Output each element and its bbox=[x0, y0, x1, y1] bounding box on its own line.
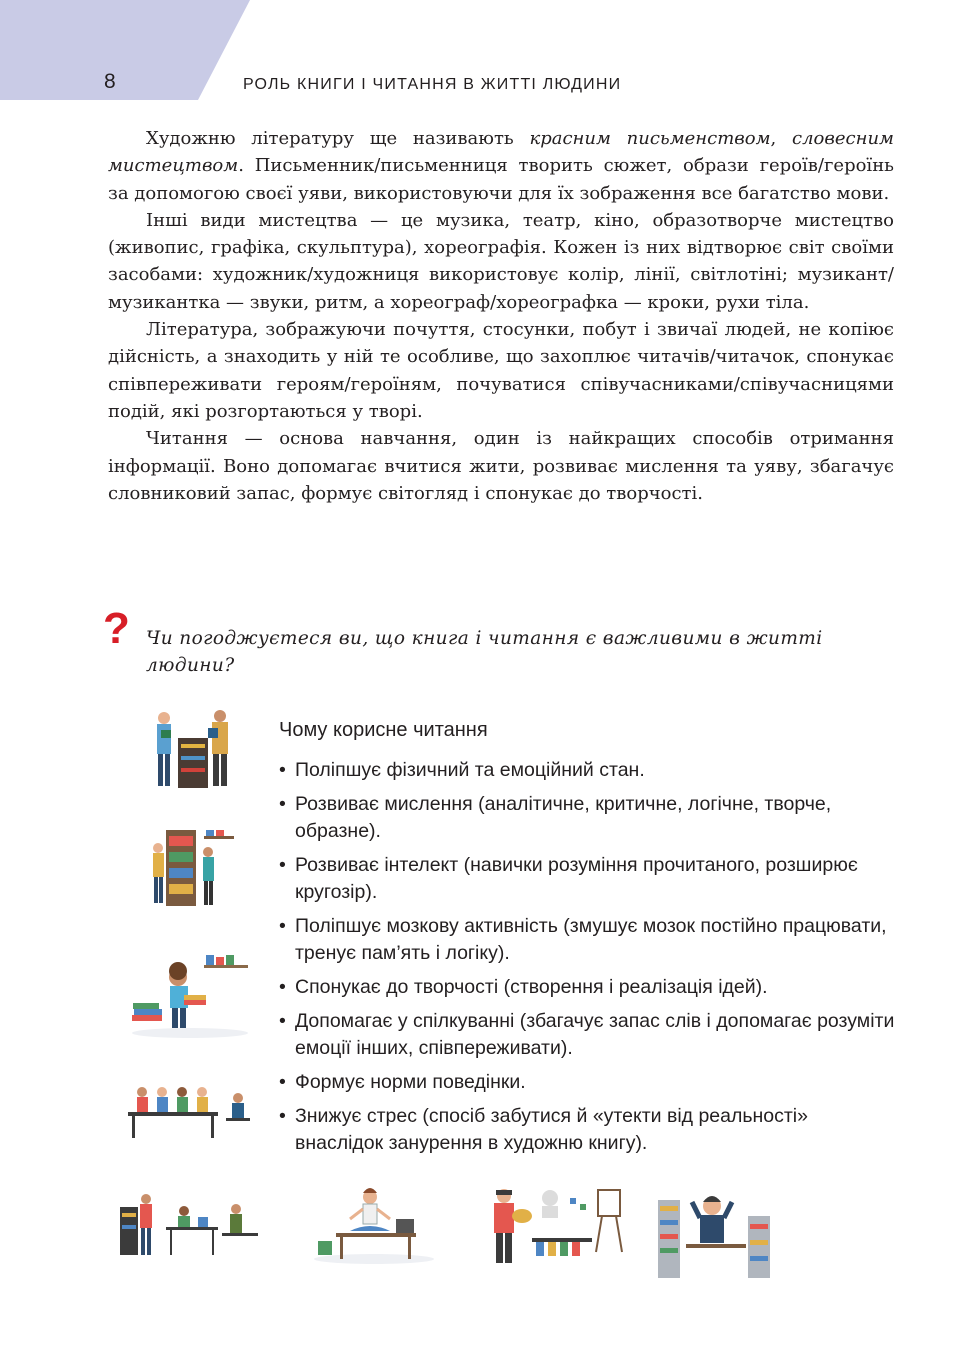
list-item bbox=[279, 852, 899, 906]
list-item bbox=[279, 1008, 899, 1062]
list-item bbox=[279, 974, 899, 1001]
question-mark-icon: ? bbox=[103, 604, 130, 653]
discussion-question: Чи погоджуєтеся ви, що книга і читання є важливими в житті людини? bbox=[146, 628, 823, 676]
bullet: • bbox=[279, 854, 286, 876]
study-group-icon bbox=[118, 1187, 260, 1259]
benefits-list bbox=[279, 757, 899, 1164]
two-readers-with-bookshelf-icon bbox=[148, 706, 240, 794]
bullet: • bbox=[279, 793, 286, 815]
panel-title: Чому корисне читання bbox=[279, 719, 488, 741]
list-item-text: Розвиває інтелект (навички розуміння прочитаного, розширює кругозір). bbox=[295, 854, 858, 903]
list-item-text: Поліпшує мозкову активність (змушує мозок постійно працювати, тренує пам’ять і логіку). bbox=[295, 915, 887, 964]
list-item-text: Допомагає у спілкуванні (збагачує запас слів і допомагає розуміти емоції інших, співпереживати). bbox=[295, 1010, 895, 1059]
child-carrying-books-icon bbox=[128, 955, 252, 1039]
list-item-text: Знижує стрес (спосіб забутися й «утекти від реальності» внаслідок занурення в художню книгу). bbox=[295, 1105, 808, 1154]
list-item bbox=[279, 791, 899, 845]
group-reading-at-table-icon bbox=[128, 1080, 252, 1140]
paragraph-1-end: . Письменник/письменниця творить сюжет, образи героїв/героїнь за допомогою своєї уяви, використовуючи для їх зображення все багатство мови. bbox=[108, 155, 894, 204]
term-italic-2: словесним мистецтвом bbox=[108, 128, 894, 177]
library-readers-icon bbox=[148, 826, 240, 910]
page-number: 8 bbox=[104, 70, 116, 93]
paragraph-2: Інші види мистецтва — це музика, театр, кіно, образотворче мистецтво (живопис, графіка, скульптура), хореографія. Кожен із них відтворює світ своїми засобами: художник/художниця використовує колір, лінії, світлотіні; музикант/музикантка — звуки, ритм, а хореограф/хореографка — кроки, рухи тіла. bbox=[108, 209, 894, 313]
list-item bbox=[279, 1103, 899, 1157]
paragraph-4: Читання — основа навчання, один із найкращих способів отримання інформації. Воно допомагає вчитися жити, розвиває мислення та уяву, збагачує словниковий запас, формує світогляд і спонукає до творчості. bbox=[108, 428, 894, 504]
list-item bbox=[279, 1069, 899, 1096]
list-item-text: Поліпшує фізичний та емоційний стан. bbox=[295, 759, 645, 781]
list-item bbox=[279, 913, 899, 967]
term-italic-1: красним письменством bbox=[529, 128, 771, 149]
paragraph-1 bbox=[108, 125, 894, 207]
list-item bbox=[279, 757, 899, 784]
bullet: • bbox=[279, 1010, 286, 1032]
meditating-woman-icon bbox=[308, 1185, 440, 1265]
list-item-text: Спонукає до творчості (створення і реалізація ідей). bbox=[295, 976, 768, 998]
running-title: РОЛЬ КНИГИ І ЧИТАННЯ В ЖИТТІ ЛЮДИНИ bbox=[243, 76, 622, 93]
bullet: • bbox=[279, 759, 286, 781]
list-item-text: Формує норми поведінки. bbox=[295, 1071, 526, 1093]
bullet: • bbox=[279, 976, 286, 998]
paragraph-3: Література, зображуючи почуття, стосунки, побут і звичаї людей, не копіює дійсність, а знаходить у ній те особливе, що захоплює читачів/читачок, спонукає співпереживати героям/героїням, почуватися співучасниками/співучасницями подій, які розгортаються у творі. bbox=[108, 319, 894, 422]
corner-tab bbox=[0, 0, 250, 100]
list-item-text: Розвиває мислення (аналітичне, критичне, логічне, творче, образне). bbox=[295, 793, 832, 842]
term-separator: , bbox=[770, 128, 793, 149]
artist-with-palette-icon bbox=[480, 1180, 628, 1270]
bullet: • bbox=[279, 915, 286, 937]
bullet: • bbox=[279, 1105, 286, 1127]
stressed-man-with-book-stacks-icon bbox=[656, 1180, 784, 1280]
paragraph-1-start: Художню літературу ще називають bbox=[146, 128, 530, 149]
bullet: • bbox=[279, 1071, 286, 1093]
body-text bbox=[108, 125, 894, 507]
